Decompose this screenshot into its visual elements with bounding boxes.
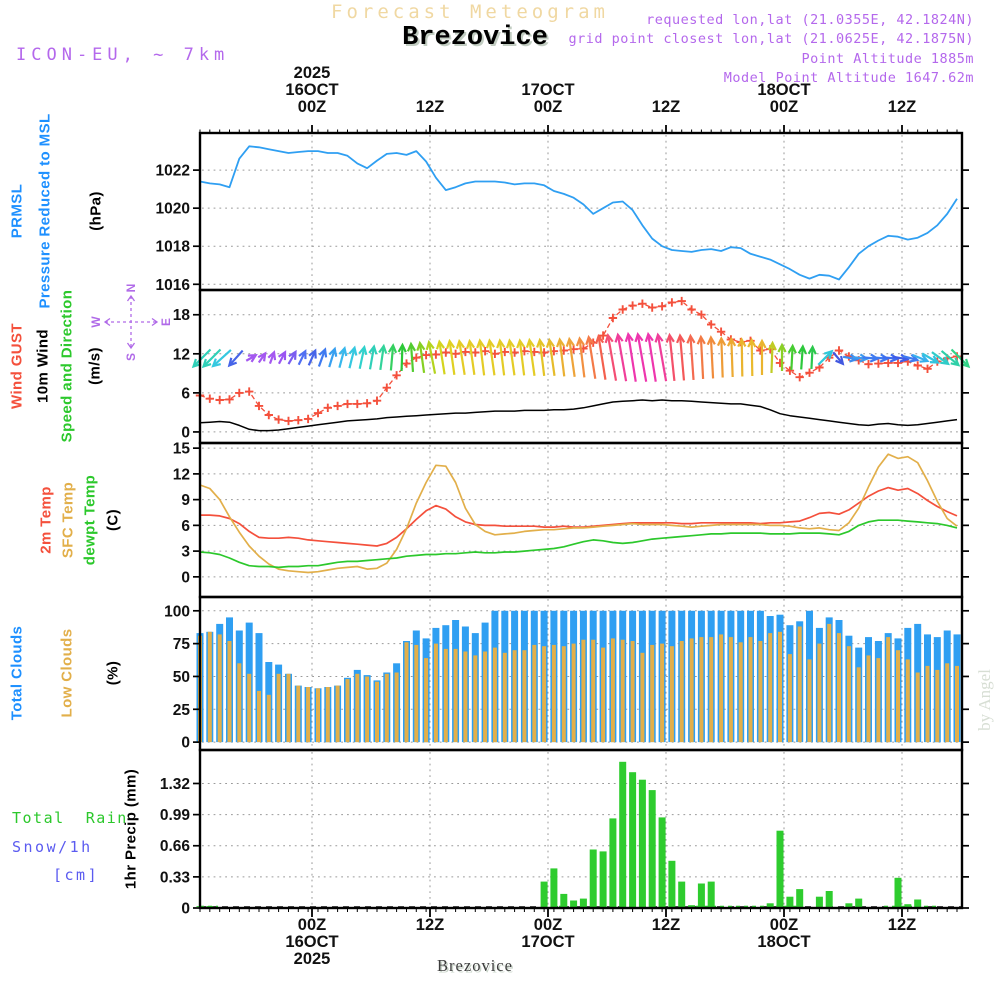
wind-direction-arrow	[516, 340, 527, 376]
wind-direction-arrow	[556, 339, 568, 377]
svg-text:N: N	[124, 283, 138, 293]
wind-direction-arrow	[808, 347, 816, 369]
wind-direction-arrow	[728, 339, 737, 377]
wind-direction-arrow	[798, 346, 807, 369]
wind-direction-arrow	[366, 346, 377, 370]
wind-direction-arrow	[634, 334, 649, 383]
wind-speed-dir-label: Speed and Direction	[58, 289, 76, 443]
wind-direction-arrow	[326, 348, 338, 368]
svg-text:12Z: 12Z	[415, 916, 445, 934]
wind-direction-arrow	[377, 346, 387, 371]
svg-text:16OCT: 16OCT	[285, 933, 339, 951]
wind-direction-arrow	[748, 340, 756, 376]
svg-text:0: 0	[181, 900, 190, 918]
precip-unit-label: 1hr Precip (mm)	[122, 768, 140, 890]
wind-direction-arrow	[398, 345, 406, 371]
svg-text:W: W	[89, 316, 103, 328]
wind-direction-arrow	[604, 335, 619, 382]
temp-sfc-label: SFC Temp	[59, 481, 77, 559]
svg-text:3: 3	[181, 543, 190, 561]
svg-text:1.32: 1.32	[159, 775, 190, 793]
svg-text:12: 12	[172, 466, 190, 484]
wind-direction-arrow	[738, 339, 746, 376]
svg-text:00Z: 00Z	[769, 98, 799, 116]
wind-direction-arrow	[718, 338, 727, 377]
svg-text:18OCT: 18OCT	[757, 81, 811, 99]
pressure-label-prmsl: PRMSL	[8, 183, 26, 239]
svg-text:00Z: 00Z	[297, 916, 327, 934]
wind-10m-label: 10m Wind	[34, 329, 52, 403]
precip-cm-label: [cm]	[53, 866, 100, 884]
wind-direction-arrow	[486, 340, 498, 376]
svg-text:18OCT: 18OCT	[757, 933, 811, 951]
model-point-altitude: Model Point Altitude 1647.62m	[723, 70, 974, 86]
gridlines	[202, 135, 960, 906]
temp-2m-label: 2m Temp	[37, 486, 55, 554]
wind-direction-arrow	[676, 335, 687, 380]
wind-direction-arrow	[436, 341, 448, 375]
wind-direction-arrow	[305, 349, 318, 367]
wind-direction-arrow	[614, 334, 629, 382]
precip-rain-label: Total Rain	[12, 809, 128, 827]
svg-text:1020: 1020	[155, 200, 190, 218]
svg-text:0: 0	[181, 734, 190, 752]
svg-text:25: 25	[172, 701, 190, 719]
grid-point-coords: grid point closest lon,lat (21.0625E, 42.1875N)	[568, 31, 974, 47]
wind-direction-arrow	[256, 351, 268, 364]
svg-text:12: 12	[172, 346, 190, 364]
svg-text:12Z: 12Z	[415, 98, 445, 116]
svg-text:00Z: 00Z	[769, 916, 799, 934]
svg-text:1022: 1022	[155, 162, 190, 180]
wind-direction-arrow	[546, 340, 558, 377]
wind-direction-arrow	[625, 334, 640, 383]
clouds-low-label: Low Clouds	[58, 628, 76, 718]
clouds-total-label: Total Clouds	[8, 625, 26, 721]
svg-text:6: 6	[181, 517, 190, 535]
svg-text:9: 9	[181, 492, 190, 510]
station-title: Brezovice	[402, 23, 548, 53]
wind-direction-arrow	[356, 346, 368, 369]
svg-text:15: 15	[172, 440, 190, 458]
wind-direction-arrow	[267, 351, 278, 365]
svg-text:0: 0	[181, 569, 190, 587]
svg-text:17OCT: 17OCT	[521, 81, 575, 99]
svg-text:6: 6	[181, 385, 190, 403]
wind-direction-arrow	[466, 341, 478, 376]
svg-text:12Z: 12Z	[651, 98, 681, 116]
wind-panel	[191, 297, 971, 431]
wind-direction-arrow	[295, 350, 308, 367]
temp-panel	[200, 454, 957, 572]
svg-text:1016: 1016	[155, 276, 190, 294]
svg-text:75: 75	[172, 636, 190, 654]
wind-direction-arrow	[316, 348, 329, 367]
wind-direction-arrow	[201, 347, 223, 369]
svg-text:00Z: 00Z	[297, 98, 327, 116]
svg-text:12Z: 12Z	[887, 98, 917, 116]
svg-text:00Z: 00Z	[533, 916, 563, 934]
wind-direction-arrow	[687, 336, 697, 380]
point-altitude: Point Altitude 1885m	[801, 51, 974, 67]
svg-text:18: 18	[172, 307, 190, 325]
wind-direction-arrow	[506, 340, 518, 376]
temp-dewpt-label: dewpt Temp	[81, 474, 99, 566]
svg-text:12Z: 12Z	[651, 916, 681, 934]
wind-direction-arrow	[285, 350, 298, 366]
svg-text:0.66: 0.66	[159, 838, 190, 856]
svg-text:100: 100	[164, 603, 190, 621]
pressure-panel	[200, 146, 957, 279]
svg-text:E: E	[159, 317, 173, 327]
svg-text:16OCT: 16OCT	[285, 81, 339, 99]
pressure-label-long: Pressure Reduced to MSL	[36, 113, 54, 309]
wind-direction-arrow	[536, 340, 548, 377]
wind-direction-arrow	[336, 347, 348, 368]
wind-direction-arrow	[526, 340, 538, 377]
wind-direction-arrow	[276, 351, 288, 366]
wind-direction-arrow	[476, 340, 487, 376]
wind-direction-arrow	[496, 340, 507, 376]
watermark: by Angel	[975, 669, 994, 731]
svg-text:1018: 1018	[155, 238, 190, 256]
wind-direction-arrow	[707, 337, 716, 378]
svg-text:50: 50	[172, 668, 190, 686]
model-label: ICON-EU, ~ 7km	[16, 45, 230, 65]
precip-snow-label: Snow/1h	[12, 838, 93, 856]
clouds-unit-label: (%)	[104, 660, 122, 686]
svg-text:2025: 2025	[293, 950, 331, 968]
wind-direction-arrow	[456, 341, 468, 376]
wind-direction-arrow	[758, 341, 765, 375]
svg-text:12Z: 12Z	[887, 916, 917, 934]
pressure-unit-label: (hPa)	[87, 191, 105, 231]
wind-unit-label: (m/s)	[86, 347, 104, 385]
wind-direction-arrow	[387, 345, 396, 371]
svg-text:0.33: 0.33	[159, 869, 190, 887]
wind-direction-arrow	[768, 343, 776, 373]
wind-direction-arrow	[666, 335, 678, 382]
requested-coords: requested lon,lat (21.0355E, 42.1824N)	[646, 12, 974, 28]
svg-text:00Z: 00Z	[533, 98, 563, 116]
temp-unit-label: (C)	[104, 508, 122, 532]
footer-station: Brezovice	[437, 956, 513, 975]
wind-gust-label: Wind GUST	[8, 323, 26, 409]
wind-direction-arrow	[697, 337, 706, 379]
svg-text:2025: 2025	[293, 64, 331, 82]
svg-text:0.99: 0.99	[159, 807, 190, 825]
svg-text:S: S	[124, 352, 138, 362]
wind-direction-arrow	[191, 347, 213, 369]
page-title: Forecast Meteogram	[331, 1, 609, 23]
svg-text:0: 0	[181, 424, 190, 442]
clouds-panel	[197, 611, 961, 742]
wind-direction-arrow	[346, 347, 358, 369]
axes-and-ticks	[156, 64, 969, 968]
svg-text:17OCT: 17OCT	[521, 933, 575, 951]
